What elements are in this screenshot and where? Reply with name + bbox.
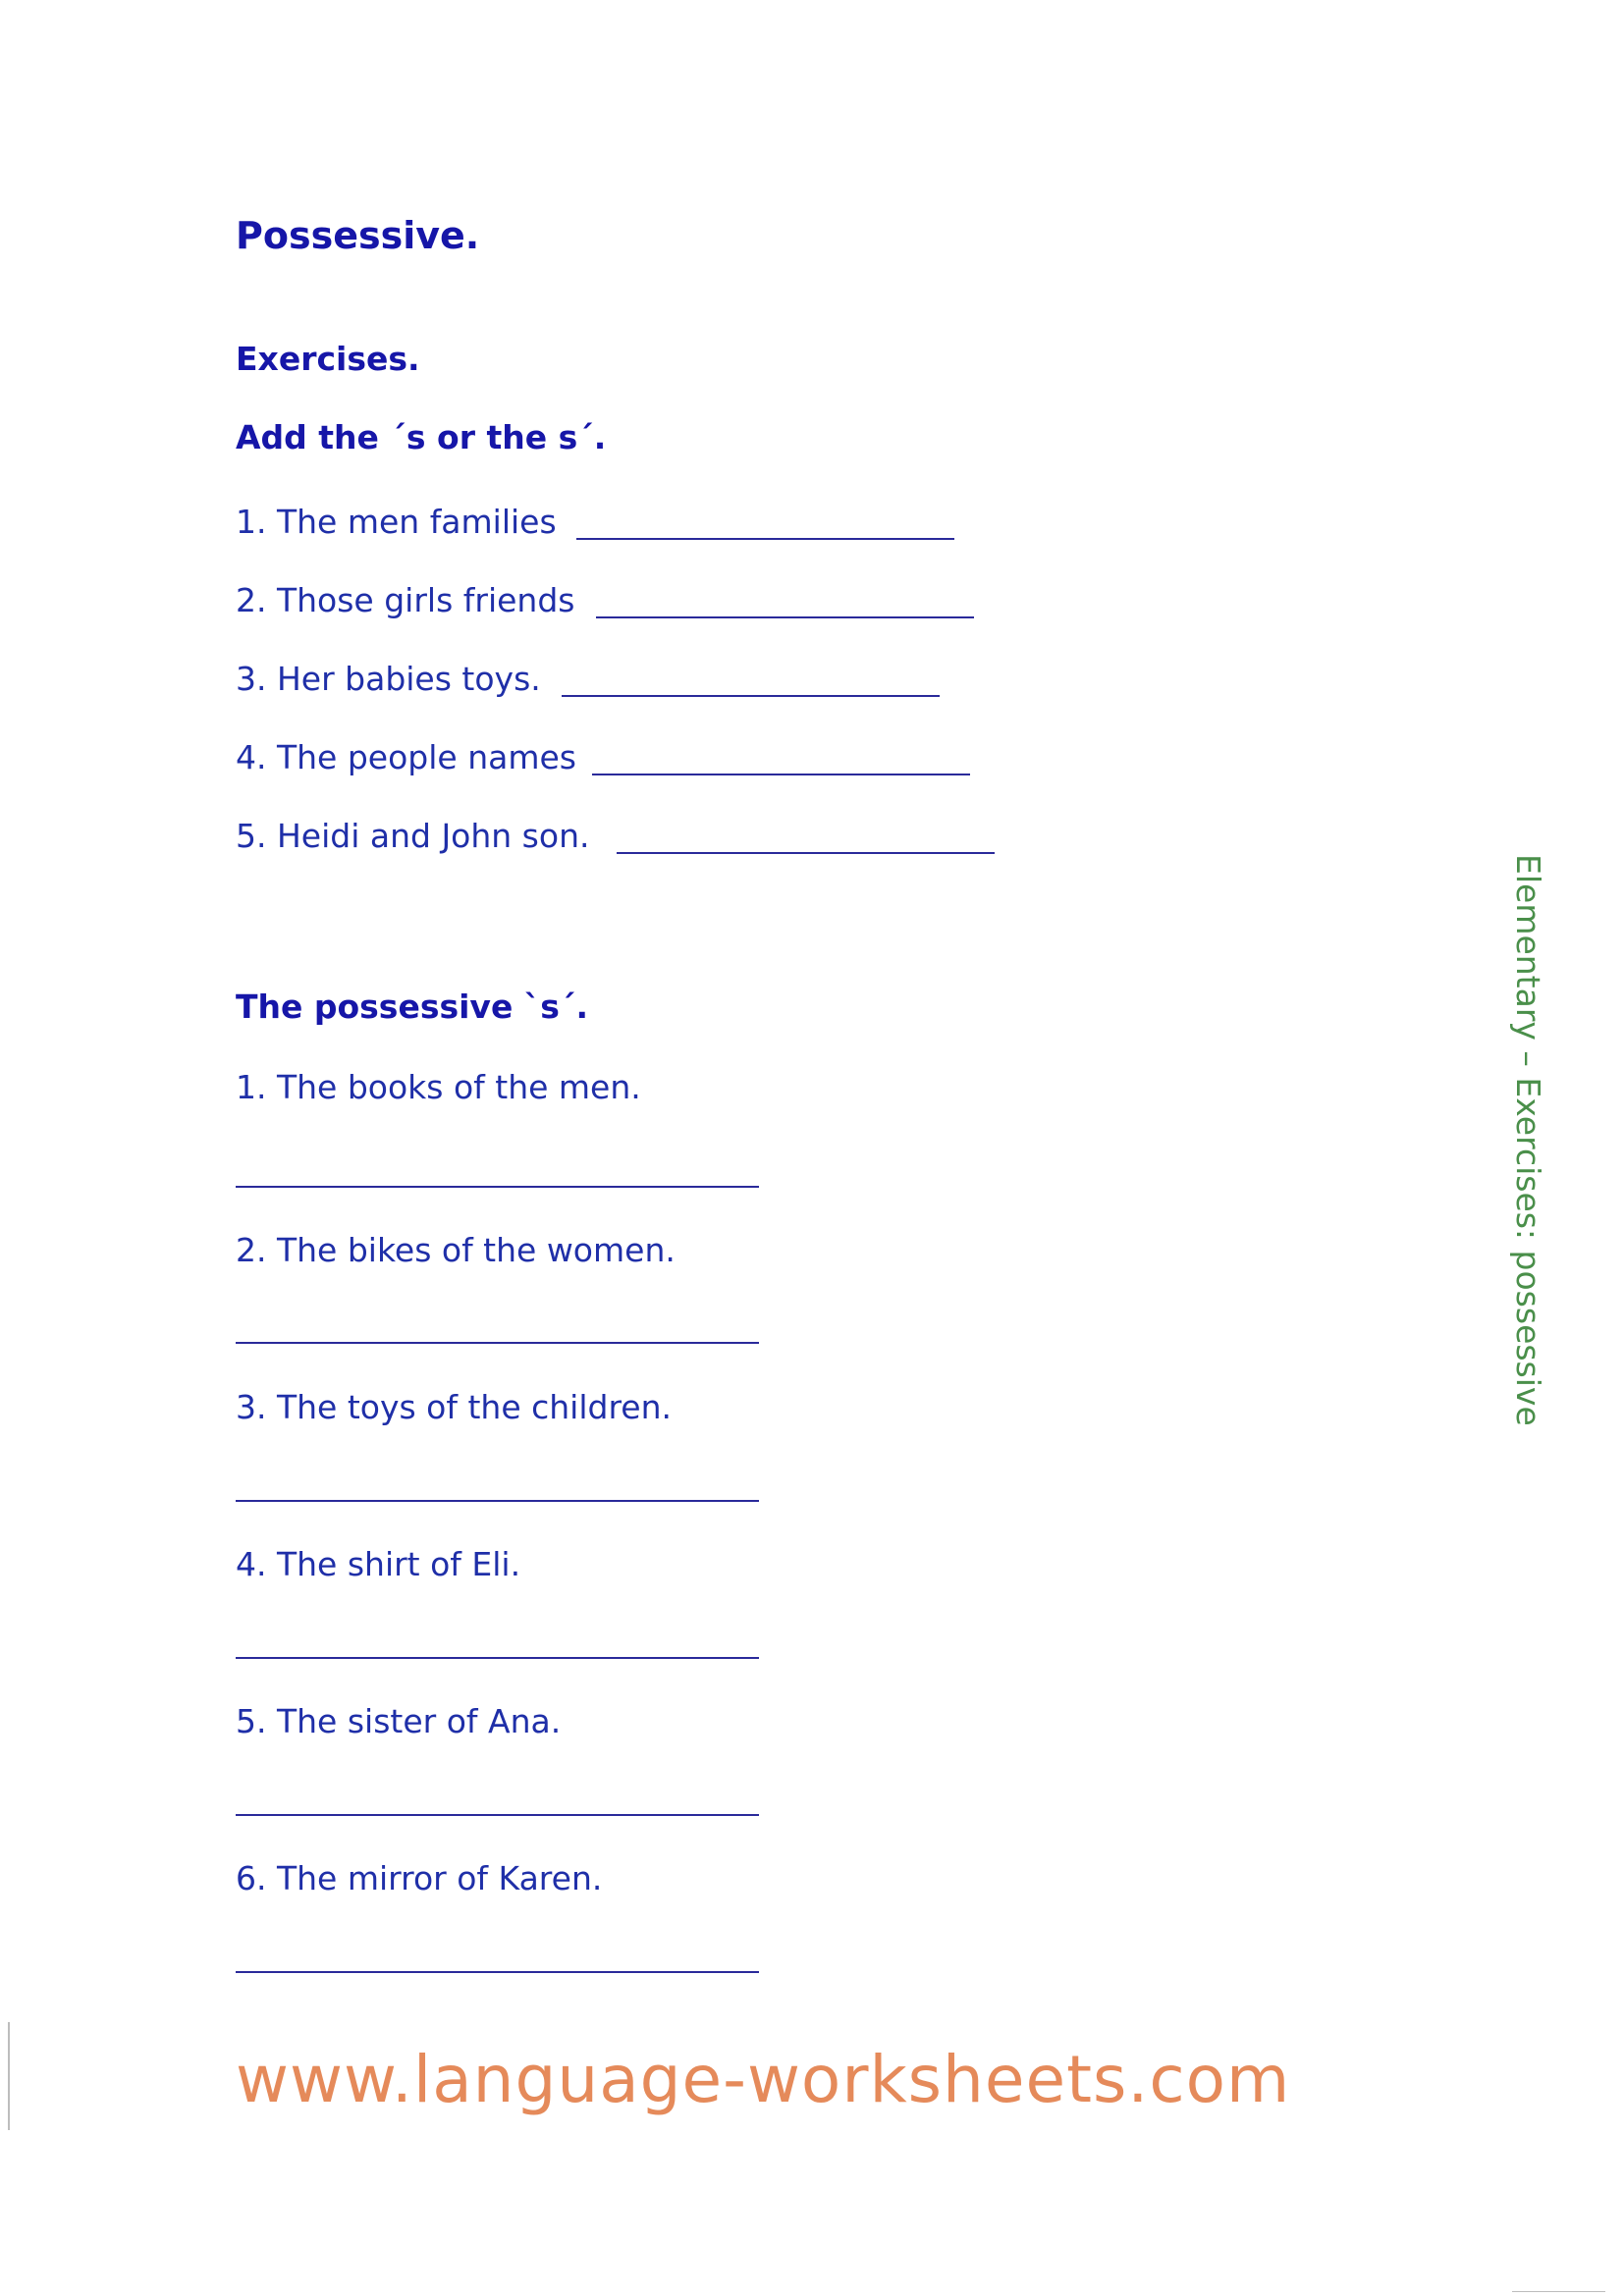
section2-heading: The possessive `s´. (236, 988, 588, 1026)
footer-url[interactable]: www.language-worksheets.com (236, 2042, 1291, 2117)
section1-item: 3. Her babies toys. (236, 660, 541, 698)
answer-blank[interactable] (576, 538, 954, 540)
answer-blank[interactable] (617, 852, 995, 854)
section2-item: 3. The toys of the children. (236, 1388, 673, 1426)
scan-edge-mark (8, 2022, 10, 2130)
answer-blank[interactable] (562, 695, 940, 697)
section1-item: 1. The men families (236, 503, 557, 541)
answer-blank[interactable] (236, 1500, 759, 1502)
answer-blank[interactable] (236, 1342, 759, 1344)
answer-blank[interactable] (236, 1657, 759, 1659)
section1-heading: Add the ´s or the s´. (236, 418, 607, 456)
sidebar-caption: Elementary – Exercises: possessive (1509, 854, 1547, 1426)
section2-item: 5. The sister of Ana. (236, 1702, 562, 1740)
section2-item: 2. The bikes of the women. (236, 1231, 676, 1269)
section1-item: 2. Those girls friends (236, 581, 575, 619)
answer-blank[interactable] (236, 1186, 759, 1188)
section2-item: 4. The shirt of Eli. (236, 1545, 521, 1583)
answer-blank[interactable] (596, 616, 974, 618)
exercises-heading: Exercises. (236, 340, 420, 378)
answer-blank[interactable] (236, 1971, 759, 1973)
answer-blank[interactable] (592, 774, 970, 775)
section1-item: 4. The people names (236, 738, 576, 776)
section2-item: 1. The books of the men. (236, 1068, 641, 1106)
scan-edge-mark (1512, 2291, 1605, 2292)
section1-item: 5. Heidi and John son. (236, 817, 590, 855)
page-title: Possessive. (236, 214, 480, 257)
section2-item: 6. The mirror of Karen. (236, 1859, 603, 1897)
answer-blank[interactable] (236, 1814, 759, 1816)
